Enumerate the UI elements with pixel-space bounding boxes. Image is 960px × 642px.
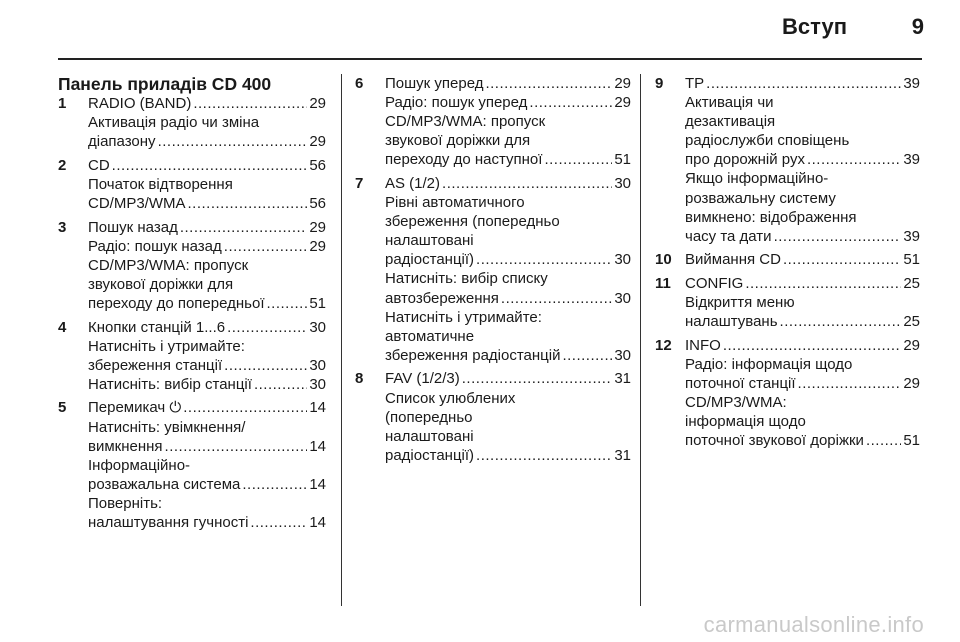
entry-line <box>88 375 326 394</box>
entry-text: радіослужби сповіщень <box>685 132 850 150</box>
entry-text: Початок відтворення <box>88 175 233 193</box>
entry-text: Радіо: пошук уперед <box>385 94 528 112</box>
entry-line <box>88 318 326 337</box>
page-reference-link[interactable]: 30 <box>614 251 631 269</box>
entry-lines <box>385 369 631 464</box>
page-reference-link[interactable]: 30 <box>614 174 631 192</box>
entry-lines <box>685 274 920 331</box>
dot-leader <box>476 250 612 269</box>
entry-line <box>385 327 631 346</box>
entry-text: дезактивація <box>685 113 776 131</box>
entry-text: Відкриття меню <box>685 294 795 312</box>
page-reference-link[interactable]: 29 <box>309 237 326 255</box>
entry-text: радіостанції) <box>385 251 475 269</box>
entry-number: 1 <box>58 95 67 112</box>
legend-entry <box>655 74 920 246</box>
entry-line <box>685 74 920 93</box>
entry-line <box>88 513 326 532</box>
dot-leader <box>267 294 308 313</box>
entry-text: CD/MP3/WMA: пропуск <box>385 113 546 131</box>
dot-leader <box>180 218 307 237</box>
page-reference-link[interactable]: 25 <box>903 313 920 331</box>
entry-number: 4 <box>58 318 67 336</box>
entry-line <box>385 369 631 388</box>
dot-leader <box>529 93 612 112</box>
entry-line <box>385 93 631 112</box>
entry-line <box>685 112 920 131</box>
entry-text: розважальна система <box>88 475 241 493</box>
page-reference-link[interactable]: 29 <box>903 336 920 354</box>
entry-text: Кнопки станцій 1...6 <box>88 318 226 336</box>
page-reference-link[interactable]: 29 <box>309 133 326 151</box>
entry-line <box>385 427 631 446</box>
entry-number: 5 <box>58 399 67 417</box>
section-title: Панель приладів CD 400 <box>58 74 272 94</box>
page-reference-link[interactable]: 14 <box>309 475 326 493</box>
entry-text: Радіо: інформація щодо <box>685 355 853 373</box>
entry-number: 8 <box>355 370 364 388</box>
page-reference-link[interactable]: 56 <box>309 194 326 212</box>
entry-text: Список улюблених <box>385 389 516 407</box>
dot-leader <box>485 74 612 93</box>
entry-number: 3 <box>58 218 67 236</box>
entry-line <box>88 275 326 294</box>
entry-number: 6 <box>355 75 364 92</box>
entry-lines <box>385 74 631 169</box>
entry-line <box>385 408 631 427</box>
page-reference-link[interactable]: 30 <box>309 318 326 336</box>
entry-lines <box>88 94 326 151</box>
entry-text: звукової доріжки для <box>88 275 234 293</box>
entry-line <box>88 218 326 237</box>
entry-line <box>88 337 326 356</box>
dot-leader <box>798 374 902 393</box>
entry-line <box>385 193 631 212</box>
page-reference-link[interactable]: 29 <box>309 218 326 236</box>
entry-text: автоматичне <box>385 327 475 345</box>
entry-text: TP <box>685 75 705 92</box>
page-reference-link[interactable]: 51 <box>614 151 631 169</box>
entry-line <box>685 93 920 112</box>
entry-line <box>88 294 326 313</box>
entry-line <box>685 393 920 412</box>
legend-entry <box>655 250 920 269</box>
page-reference-link[interactable]: 39 <box>903 227 920 245</box>
entry-line <box>385 250 631 269</box>
page-reference-link[interactable]: 39 <box>903 151 920 169</box>
entry-number: 11 <box>655 274 671 292</box>
entry-text: вимкнення <box>88 437 163 455</box>
entry-number: 10 <box>655 251 672 269</box>
entry-text: Натисніть: увімкнення/ <box>88 418 246 436</box>
dot-leader <box>462 369 613 388</box>
chapter-title: Вступ <box>782 14 847 39</box>
dot-leader <box>866 431 901 450</box>
entry-line <box>88 356 326 375</box>
page-reference-link[interactable]: 30 <box>309 356 326 374</box>
dot-leader <box>723 336 901 355</box>
entry-line <box>88 456 326 475</box>
entry-line <box>385 112 631 131</box>
entry-line <box>88 113 326 132</box>
entry-text: Натисніть: вибір станції <box>88 375 252 393</box>
entry-line <box>685 336 920 355</box>
page-reference-link[interactable]: 29 <box>309 95 326 112</box>
entry-line <box>685 150 920 169</box>
entry-text: вимкнено: відображення <box>685 208 857 226</box>
entry-line <box>685 355 920 374</box>
entry-text: CD/MP3/WMA: пропуск <box>88 256 249 274</box>
dot-leader <box>501 289 612 308</box>
entry-lines <box>385 174 631 365</box>
column-divider <box>640 74 641 606</box>
entry-lines <box>88 318 326 394</box>
entry-text: діапазону <box>88 133 156 151</box>
entry-lines <box>88 156 326 213</box>
page-number: 9 <box>911 14 924 39</box>
entry-line <box>385 446 631 465</box>
entry-text: налаштувань <box>685 313 778 331</box>
legend-entry <box>58 156 326 213</box>
entry-line <box>385 308 631 327</box>
dot-leader <box>544 150 612 169</box>
page-reference-link[interactable]: 14 <box>309 437 326 455</box>
entry-line <box>685 293 920 312</box>
entry-line <box>385 389 631 408</box>
entry-text: Активація радіо чи зміна <box>88 114 260 132</box>
entry-text: FAV (1/2/3) <box>385 370 460 388</box>
entry-line <box>685 412 920 431</box>
entry-line <box>685 274 920 293</box>
entry-text: звукової доріжки для <box>385 132 531 150</box>
dot-leader <box>193 94 307 113</box>
entry-text: автозбереження <box>385 289 499 307</box>
entry-number: 9 <box>655 75 664 92</box>
entry-text: AS (1/2) <box>385 174 441 192</box>
page-reference-link[interactable]: 29 <box>614 75 631 92</box>
page-reference-link[interactable]: 51 <box>903 432 920 450</box>
legend-entry <box>355 74 631 169</box>
dot-leader <box>112 156 308 175</box>
column-2 <box>355 74 631 469</box>
entry-text: Натисніть і утримайте: <box>385 308 542 326</box>
entry-text: Пошук уперед <box>385 75 484 92</box>
entry-text: Інформаційно- <box>88 456 191 474</box>
page-reference-link[interactable]: 31 <box>614 446 631 464</box>
entry-text: CONFIG <box>685 274 744 292</box>
entry-text: налаштовані <box>385 427 474 445</box>
page-reference-link[interactable]: 29 <box>903 374 920 392</box>
entry-text: Натисніть і утримайте: <box>88 337 245 355</box>
entry-text: збереження радіостанцій <box>385 346 561 364</box>
entry-line <box>88 418 326 437</box>
column-3 <box>655 74 920 455</box>
entry-text: INFO <box>685 336 721 354</box>
entry-text: RADIO (BAND) <box>88 95 192 112</box>
legend-entry <box>355 369 631 464</box>
page-reference-link[interactable]: 51 <box>309 294 326 312</box>
dot-leader <box>562 346 612 365</box>
dot-leader <box>254 375 307 394</box>
legend-entry <box>58 398 326 532</box>
column-divider <box>341 74 342 606</box>
entry-number: 12 <box>655 336 672 354</box>
dot-leader <box>227 318 307 337</box>
dot-leader <box>807 150 901 169</box>
entry-line <box>685 131 920 150</box>
entry-text: Поверніть: <box>88 494 163 512</box>
legend-entry <box>58 318 326 394</box>
entry-line <box>385 131 631 150</box>
entry-line <box>88 132 326 151</box>
entry-line <box>385 269 631 288</box>
entry-line <box>685 189 920 208</box>
entry-lines <box>685 336 920 451</box>
entry-text: поточної звукової доріжки <box>685 432 864 450</box>
entry-line <box>88 475 326 494</box>
entry-line <box>385 212 631 231</box>
dot-leader <box>242 475 307 494</box>
entry-text: переходу до наступної <box>385 151 543 169</box>
legend-entry <box>655 274 920 331</box>
entry-line <box>385 150 631 169</box>
entry-line <box>385 289 631 308</box>
page-reference-link[interactable]: 39 <box>903 75 920 92</box>
entry-line <box>385 346 631 365</box>
entry-text: збереження станції <box>88 356 223 374</box>
entry-line <box>88 437 326 456</box>
dot-leader <box>183 398 307 417</box>
legend-entry <box>58 218 326 313</box>
legend-entry <box>655 336 920 451</box>
entry-text: часу та дати <box>685 227 772 245</box>
dot-leader <box>783 250 901 269</box>
dot-leader <box>224 237 308 256</box>
entry-line <box>385 231 631 250</box>
entry-line <box>685 374 920 393</box>
entry-text: Якщо інформаційно- <box>685 170 829 188</box>
page-reference-link[interactable]: 30 <box>614 346 631 364</box>
entry-text: Пошук назад <box>88 218 178 236</box>
entry-text: Виймання CD <box>685 251 781 269</box>
column-1 <box>58 74 326 537</box>
entry-line <box>88 256 326 275</box>
entry-line <box>685 431 920 450</box>
entry-text: налаштування гучності <box>88 513 249 531</box>
page-reference-link[interactable]: 30 <box>614 289 631 307</box>
entry-text: радіостанції) <box>385 446 475 464</box>
entry-lines <box>88 398 326 532</box>
dot-leader <box>158 132 308 151</box>
entry-line <box>385 174 631 193</box>
entry-text: Натисніть: вибір списку <box>385 270 548 288</box>
page-reference-link[interactable]: 29 <box>614 94 631 112</box>
entry-text: CD <box>88 156 110 174</box>
dot-leader <box>476 446 612 465</box>
entry-line <box>88 194 326 213</box>
entry-text: про дорожній рух <box>685 151 805 169</box>
dot-leader <box>774 227 902 246</box>
watermark: carmanualsonline.info <box>703 612 924 637</box>
entry-text: поточної станції <box>685 374 796 392</box>
entry-lines <box>88 218 326 313</box>
page-reference-link[interactable]: 14 <box>309 513 326 531</box>
entry-line <box>88 175 326 194</box>
entry-number: 2 <box>58 156 67 174</box>
entry-line <box>685 208 920 227</box>
legend-entry <box>58 94 326 151</box>
dot-leader <box>188 194 308 213</box>
entry-line <box>685 227 920 246</box>
page-reference-link[interactable]: 56 <box>309 156 326 174</box>
entry-line <box>385 74 631 93</box>
page-reference-link[interactable]: 14 <box>309 399 326 417</box>
page-reference-link[interactable]: 51 <box>903 251 920 269</box>
page-reference-link[interactable]: 30 <box>309 375 326 393</box>
entry-line <box>88 156 326 175</box>
dot-leader <box>706 74 901 93</box>
entry-text: налаштовані <box>385 232 474 250</box>
entry-lines <box>685 74 920 246</box>
entry-text: збереження (попередньо <box>385 213 560 231</box>
dot-leader <box>165 437 308 456</box>
entry-text: CD/MP3/WMA <box>88 194 186 212</box>
dot-leader <box>780 312 902 331</box>
legend-entry <box>355 174 631 365</box>
dot-leader <box>224 356 307 375</box>
entry-line <box>88 94 326 113</box>
entry-text: інформація щодо <box>685 413 806 431</box>
dot-leader <box>442 174 612 193</box>
page-reference-link[interactable]: 25 <box>903 274 920 292</box>
page-reference-link[interactable]: 31 <box>614 370 631 388</box>
entry-text: Радіо: пошук назад <box>88 237 222 255</box>
entry-line <box>88 398 326 417</box>
entry-line <box>685 250 920 269</box>
entry-line <box>685 312 920 331</box>
entry-text: переходу до попередньої <box>88 294 265 312</box>
entry-line <box>88 237 326 256</box>
entry-number: 7 <box>355 174 364 192</box>
entry-line <box>88 494 326 513</box>
entry-text: CD/MP3/WMA: <box>685 394 787 411</box>
dot-leader <box>745 274 901 293</box>
entry-text: Перемикач ⏻ <box>88 399 182 417</box>
entry-text: розважальну систему <box>685 189 836 207</box>
dot-leader <box>250 513 307 532</box>
entry-line <box>685 169 920 188</box>
entry-text: Активація чи <box>685 94 774 112</box>
header-divider <box>58 58 922 60</box>
entry-lines <box>685 250 920 269</box>
entry-text: (попередньо <box>385 408 473 426</box>
entry-text: Рівні автоматичного <box>385 194 525 212</box>
